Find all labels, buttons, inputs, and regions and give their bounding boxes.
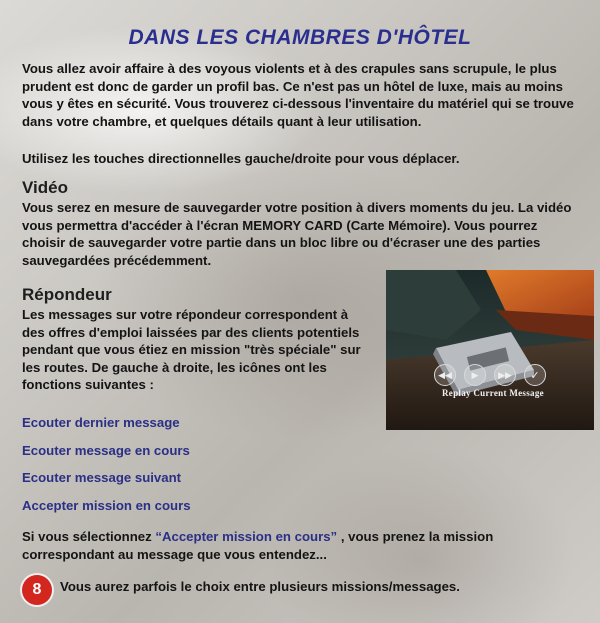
replay-controls [434, 364, 546, 386]
page-title: DANS LES CHAMBRES D'HÔTEL [128, 26, 472, 49]
video-heading: Vidéo [22, 178, 68, 197]
repondeur-paragraph: Les messages sur votre répondeur correspondent à des offres d'emploi laissées par des clients potentiels pendant que vous étiez en mission "très spéciale" sur les routes. De gauche à droite, les icônes ont les fonctions suivantes : [22, 307, 361, 393]
replay-caption: Replay Current Message [442, 388, 544, 398]
answering-machine-scene [386, 270, 594, 430]
intro-paragraph: Vous allez avoir affaire à des voyous violents et à des crapules sans scrupule, le plus prudent est donc de garder un profil bas. Ce n'est pas un hôtel de luxe, mais au moins vous y êtes en sécurité. Vous trouverez ci-dessous l'inventaire du matériel qui se trouve dans votre chambre, et quelques détails quant à leur utilisation. [22, 61, 574, 129]
play-icon[interactable]: ▶ [464, 364, 486, 386]
closing-paragraph [22, 528, 578, 563]
instruction-paragraph: Utilisez les touches directionnelles gauche/droite pour vous déplacer. [22, 151, 460, 166]
video-paragraph: Vous serez en mesure de sauvegarder votre position à divers moments du jeu. La vidéo vous permettra d'accéder à l'écran MEMORY CARD (Carte Mémoire). Vous pourrez choisir de sauvegarder votre partie dans un bloc libre ou d'écraser une des parties sauvegardées précédemment. [22, 200, 572, 268]
rewind-icon[interactable]: ◀◀ [434, 364, 456, 386]
fast-forward-icon[interactable]: ▶▶ [494, 364, 516, 386]
closing-highlight: “Accepter mission en cours” [155, 529, 338, 544]
check-icon[interactable]: ✓ [524, 364, 546, 386]
function-item-accept-mission: Accepter mission en cours [22, 498, 191, 513]
function-item-listen-next: Ecouter message suivant [22, 470, 182, 485]
closing-text-after: , vous prenez la mission correspondant au message que vous entendez... [22, 529, 494, 562]
closing-text-before: Si vous sélectionnez [22, 529, 156, 544]
function-item-listen-current: Ecouter message en cours [22, 443, 190, 458]
page-number-badge: 8 [22, 575, 52, 605]
answering-machine-screenshot [386, 270, 594, 430]
function-item-listen-last: Ecouter dernier message [22, 415, 180, 430]
footer-note: Vous aurez parfois le choix entre plusieurs missions/messages. [60, 579, 460, 594]
repondeur-heading: Répondeur [22, 285, 112, 304]
